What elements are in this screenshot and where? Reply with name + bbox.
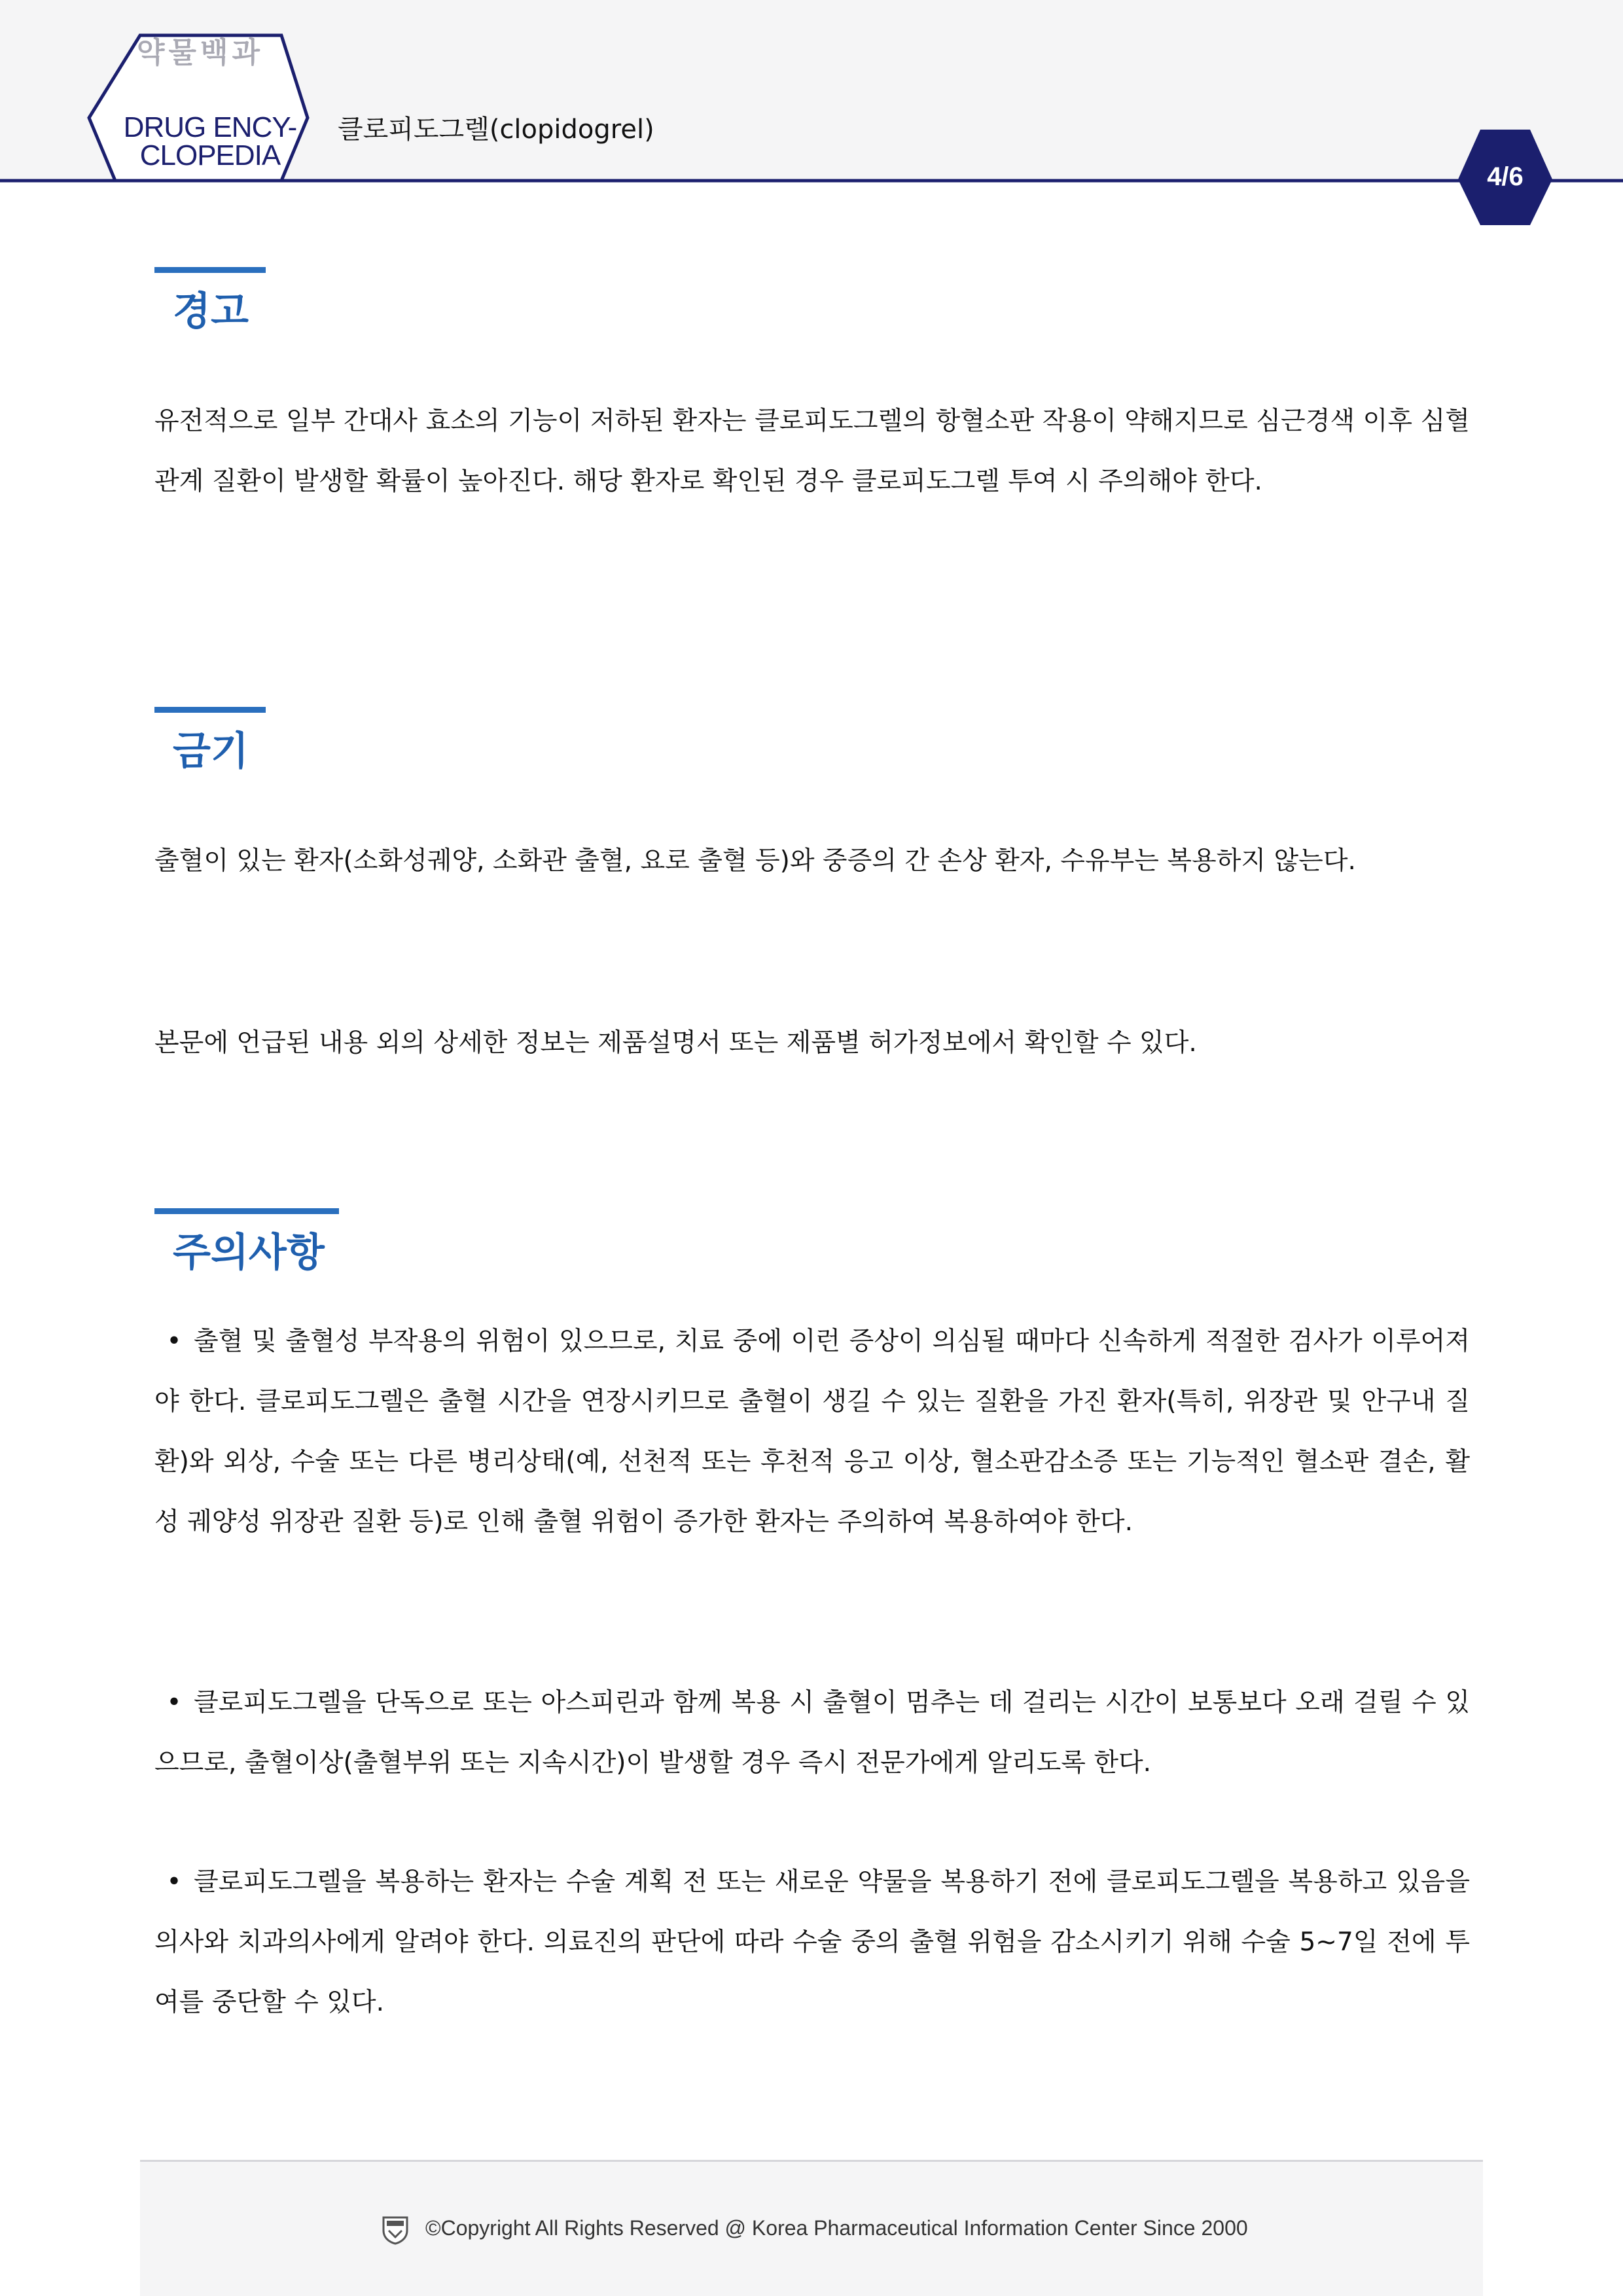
section-bar-contraindication (154, 707, 266, 713)
precaution-text-1: 출혈 및 출혈성 부작용의 위험이 있으므로, 치료 중에 이런 증상이 의심될 때마다 신속하게 적절한 검사가 이루어져야 한다. 클로피도그렐은 출혈 시간을 연장시키므로 출혈이 생길 수 있는 질환을 가진 환자(특히, 위장관 및 안구내 질환)와 외상, 수술 또는 다른 병리상태(예, 선천적 또는 후천적 응고 이상, 혈소판감소증 또는 기능적인 혈소판 결손, 활성 궤양성 위장관 질환 등)로 인해 출혈 위험이 증가한 환자는 주의하여 복용하여야 한다. (154, 1327, 1470, 1537)
contraindication-text: 출혈이 있는 환자(소화성궤양, 소화관 출혈, 요로 출혈 등)와 중증의 간 손상 환자, 수유부는 복용하지 않는다. (154, 846, 1356, 876)
bullet-icon: • (166, 1867, 182, 1897)
section-bar-warning (154, 267, 266, 273)
logo-line-2: CLOPEDIA (139, 139, 281, 171)
page-number: 4/6 (1487, 162, 1524, 191)
logo-line-1: DRUG ENCY- (123, 111, 297, 143)
section-title-precautions: 주의사항 (173, 1230, 325, 1276)
section-bar-precautions (154, 1208, 339, 1214)
precaution-text-3: 클로피도그렐을 복용하는 환자는 수술 계획 전 또는 새로운 약물을 복용하기 전에 클로피도그렐을 복용하고 있음을 의사와 치과의사에게 알려야 한다. 의료진의 판단에 따라 수술 중의 출혈 위험을 감소시키기 위해 수술 5~7일 전에 투여를 중단할 수 있다. (154, 1867, 1470, 2017)
bullet-icon: • (166, 1688, 182, 1717)
precaution-item-1 (154, 1312, 1470, 1552)
warning-text: 유전적으로 일부 간대사 효소의 기능이 저하된 환자는 클로피도그렐의 항혈소판 작용이 약해지므로 심근경색 이후 심혈관계 질환이 발생할 확률이 높아진다. 해당 환자로 확인된 경우 클로피도그렐 투여 시 주의해야 한다. (154, 406, 1470, 496)
precaution-text-2: 클로피도그렐을 단독으로 또는 아스피린과 함께 복용 시 출혈이 멈추는 데 걸리는 시간이 보통보다 오래 걸릴 수 있으므로, 출혈이상(출혈부위 또는 지속시간)이 발생할 경우 즉시 전문가에게 알리도록 한다. (154, 1688, 1470, 1778)
precaution-item-2 (154, 1673, 1470, 1793)
footer-copyright: ©Copyright All Rights Reserved @ Korea Pharmaceutical Information Center Since 2000 (425, 2216, 1248, 2240)
contraindication-note: 본문에 언급된 내용 외의 상세한 정보는 제품설명서 또는 제품별 허가정보에서 확인할 수 있다. (154, 1028, 1197, 1058)
shield-icon (381, 2215, 410, 2245)
precaution-item-3 (154, 1852, 1470, 2033)
bullet-icon: • (166, 1327, 182, 1356)
logo-korean: 약물백과 (136, 36, 264, 69)
document-title: 클로피도그렐(clopidogrel) (338, 115, 654, 145)
section-title-warning: 경고 (173, 289, 249, 334)
section-title-contraindication: 금기 (173, 728, 249, 774)
